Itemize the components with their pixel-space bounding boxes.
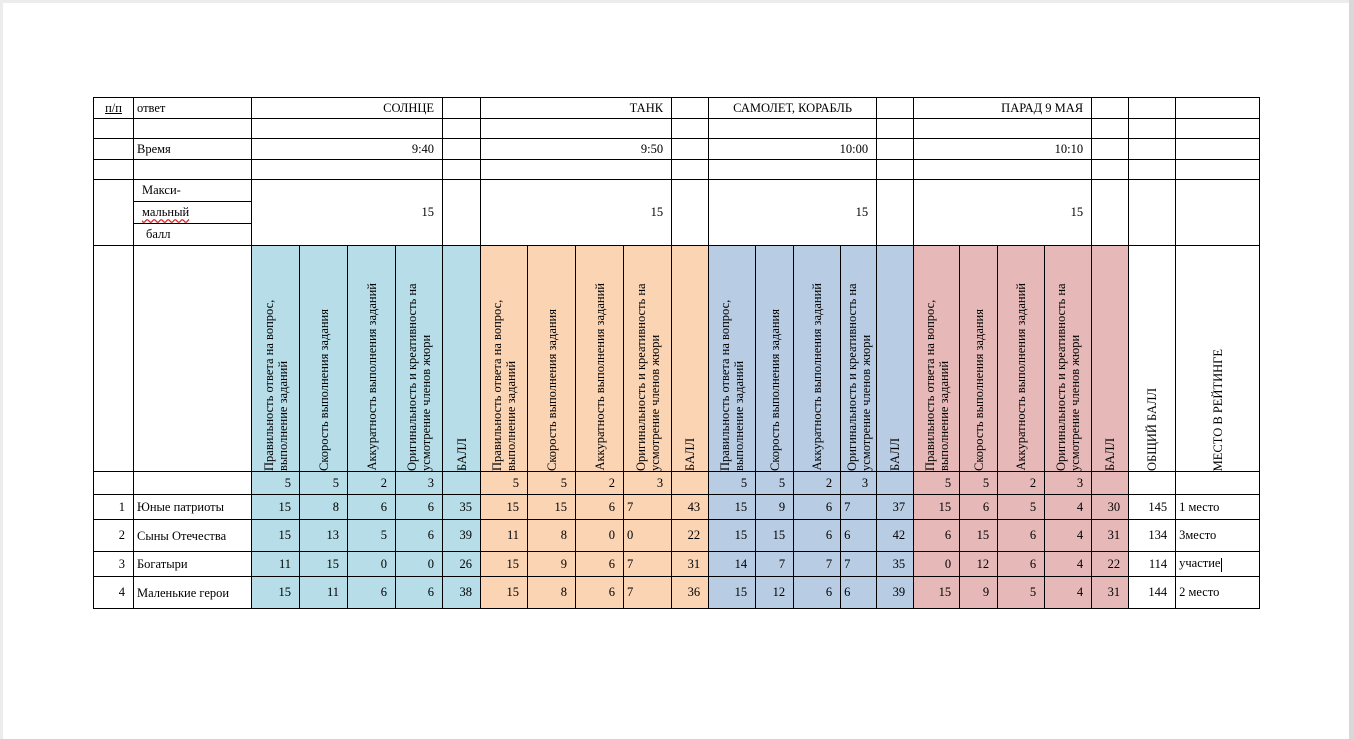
score-cell: БАЛЛ bbox=[1103, 438, 1118, 471]
score-cell: Аккуратность выполнения заданий bbox=[364, 283, 379, 471]
score-cell: 15 bbox=[481, 495, 528, 520]
score-cell: 5 bbox=[709, 472, 756, 495]
max-score-label bbox=[134, 180, 252, 246]
score-cell: 15 bbox=[300, 552, 348, 577]
section-max: 15 bbox=[252, 180, 443, 246]
empty-row bbox=[94, 160, 1260, 180]
score-cell: 42 bbox=[877, 520, 914, 552]
score-cell: 6 bbox=[576, 495, 624, 520]
score-cell: Скорость выполнения задания bbox=[316, 309, 331, 471]
criterion-accuracy bbox=[348, 246, 396, 472]
empty-cell bbox=[1092, 472, 1129, 495]
score-cell: 7 bbox=[841, 552, 877, 577]
score-cell: 6 bbox=[576, 577, 624, 609]
place: 3место bbox=[1176, 520, 1260, 552]
table-row bbox=[94, 520, 1260, 552]
score-cell: 7 bbox=[841, 495, 877, 520]
score-cell: Оригинальность и креативность на усмотрение членов жюри bbox=[405, 283, 434, 471]
score-cell: 3 bbox=[841, 472, 877, 495]
score-cell: 4 bbox=[1045, 552, 1092, 577]
score-cell: 6 bbox=[348, 577, 396, 609]
score-cell: БАЛЛ bbox=[888, 438, 903, 471]
score-cell: 22 bbox=[672, 520, 709, 552]
section-max: 15 bbox=[481, 180, 672, 246]
score-cell: 37 bbox=[877, 495, 914, 520]
score-cell: 31 bbox=[672, 552, 709, 577]
score-cell: 6 bbox=[914, 520, 960, 552]
empty-cell bbox=[134, 472, 252, 495]
section-title: ПАРАД 9 МАЯ bbox=[914, 98, 1092, 119]
empty-cell bbox=[94, 139, 134, 160]
criterion-correctness bbox=[914, 246, 960, 472]
score-cell: 7 bbox=[624, 495, 672, 520]
score-cell: 30 bbox=[1092, 495, 1129, 520]
score-cell: 5 bbox=[998, 577, 1045, 609]
score-cell: 38 bbox=[443, 577, 481, 609]
empty-cell bbox=[94, 246, 134, 472]
criterion-ball bbox=[1092, 246, 1129, 472]
section-title-row bbox=[94, 98, 1260, 119]
empty-row bbox=[94, 119, 1260, 139]
empty-cell bbox=[94, 119, 134, 139]
score-cell: 6 bbox=[794, 495, 841, 520]
score-cell: 5 bbox=[914, 472, 960, 495]
score-cell: 1 bbox=[94, 495, 134, 520]
score-cell: 35 bbox=[443, 495, 481, 520]
score-cell: 15 bbox=[960, 520, 998, 552]
answer-header: ответ bbox=[134, 98, 252, 119]
empty-cell bbox=[1176, 139, 1260, 160]
criterion-correctness bbox=[709, 246, 756, 472]
criterion-ball bbox=[672, 246, 709, 472]
team-name: Маленькие герои bbox=[134, 577, 252, 609]
score-cell: 13 bbox=[300, 520, 348, 552]
score-cell: 6 bbox=[396, 495, 443, 520]
score-cell: 15 bbox=[252, 495, 300, 520]
criterion-correctness bbox=[252, 246, 300, 472]
empty-cell bbox=[709, 160, 877, 180]
score-cell: 7 bbox=[794, 552, 841, 577]
score-cell: 3 bbox=[396, 472, 443, 495]
score-cell: 15 bbox=[756, 520, 794, 552]
score-cell: 7 bbox=[624, 577, 672, 609]
section-time: 9:50 bbox=[481, 139, 672, 160]
criterion-speed bbox=[756, 246, 794, 472]
score-cell: 5 bbox=[252, 472, 300, 495]
empty-cell bbox=[672, 160, 709, 180]
empty-cell bbox=[877, 119, 914, 139]
criterion-originality bbox=[396, 246, 443, 472]
score-cell: Правильность ответа на вопрос, выполнение заданий bbox=[922, 299, 951, 471]
score-cell: 7 bbox=[624, 552, 672, 577]
score-cell: 5 bbox=[348, 520, 396, 552]
criteria-row bbox=[94, 246, 1260, 472]
score-cell: 0 bbox=[576, 520, 624, 552]
criterion-correctness bbox=[481, 246, 528, 472]
text-cursor bbox=[1221, 558, 1222, 572]
score-cell: 9 bbox=[756, 495, 794, 520]
criterion-speed bbox=[960, 246, 998, 472]
score-cell: 35 bbox=[877, 552, 914, 577]
score-cell: 5 bbox=[300, 472, 348, 495]
score-cell: 7 bbox=[756, 552, 794, 577]
empty-cell bbox=[481, 119, 672, 139]
total-score: 114 bbox=[1129, 552, 1176, 577]
score-cell: 2 bbox=[576, 472, 624, 495]
score-cell: балл bbox=[134, 223, 251, 245]
score-cell: Аккуратность выполнения заданий bbox=[592, 283, 607, 471]
criterion-speed bbox=[528, 246, 576, 472]
empty-cell bbox=[252, 119, 443, 139]
empty-cell bbox=[914, 160, 1092, 180]
empty-cell bbox=[1176, 472, 1260, 495]
score-cell: 5 bbox=[756, 472, 794, 495]
score-cell: 5 bbox=[481, 472, 528, 495]
empty-cell bbox=[914, 119, 1092, 139]
score-cell: 8 bbox=[300, 495, 348, 520]
table-row bbox=[94, 495, 1260, 520]
score-cell: 5 bbox=[960, 472, 998, 495]
empty-cell bbox=[877, 472, 914, 495]
score-cell: 6 bbox=[998, 552, 1045, 577]
empty-cell bbox=[1092, 119, 1129, 139]
section-max: 15 bbox=[914, 180, 1092, 246]
empty-cell bbox=[1092, 180, 1129, 246]
criterion-originality bbox=[624, 246, 672, 472]
score-cell: 11 bbox=[252, 552, 300, 577]
empty-cell bbox=[672, 180, 709, 246]
total-score: 145 bbox=[1129, 495, 1176, 520]
score-cell: Скорость выполнения задания bbox=[767, 309, 782, 471]
empty-cell bbox=[1129, 180, 1176, 246]
score-cell: БАЛЛ bbox=[683, 438, 698, 471]
score-cell: 6 bbox=[794, 577, 841, 609]
section-max: 15 bbox=[709, 180, 877, 246]
score-cell: 5 bbox=[998, 495, 1045, 520]
score-cell: 0 bbox=[348, 552, 396, 577]
score-cell: 15 bbox=[252, 577, 300, 609]
score-cell: 39 bbox=[877, 577, 914, 609]
time-label: Время bbox=[134, 139, 252, 160]
total-score: 134 bbox=[1129, 520, 1176, 552]
place: 1 место bbox=[1176, 495, 1260, 520]
score-cell: Аккуратность выполнения заданий bbox=[810, 283, 825, 471]
score-cell: 2 bbox=[794, 472, 841, 495]
empty-cell bbox=[443, 180, 481, 246]
score-cell: 11 bbox=[300, 577, 348, 609]
score-cell: 0 bbox=[396, 552, 443, 577]
place: 2 место bbox=[1176, 577, 1260, 609]
score-cell: мальный bbox=[142, 205, 190, 219]
score-cell: Оригинальность и креативность на усмотрение членов жюри bbox=[1054, 283, 1083, 471]
time-row bbox=[94, 139, 1260, 160]
score-cell: 26 bbox=[443, 552, 481, 577]
score-cell: 5 bbox=[528, 472, 576, 495]
empty-cell bbox=[443, 119, 481, 139]
table-row bbox=[94, 552, 1260, 577]
score-cell: Оригинальность и креативность на усмотрение членов жюри bbox=[633, 283, 662, 471]
score-cell: 14 bbox=[709, 552, 756, 577]
score-cell: ОБЩИЙ БАЛЛ bbox=[1145, 388, 1160, 471]
max-points-row bbox=[94, 472, 1260, 495]
score-cell: 2 bbox=[94, 520, 134, 552]
score-cell: Скорость выполнения задания bbox=[971, 309, 986, 471]
score-cell: 2 bbox=[348, 472, 396, 495]
team-name: Юные патриоты bbox=[134, 495, 252, 520]
page-shadow bbox=[1349, 0, 1354, 739]
score-cell: 6 bbox=[348, 495, 396, 520]
score-cell: 4 bbox=[94, 577, 134, 609]
score-cell: 6 bbox=[960, 495, 998, 520]
empty-cell bbox=[1129, 119, 1176, 139]
score-cell: 15 bbox=[709, 577, 756, 609]
section-title: СОЛНЦЕ bbox=[252, 98, 443, 119]
section-title: ТАНК bbox=[481, 98, 672, 119]
score-cell: 15 bbox=[481, 577, 528, 609]
max-score-row bbox=[94, 180, 1260, 246]
empty-cell bbox=[443, 160, 481, 180]
criterion-originality bbox=[1045, 246, 1092, 472]
empty-cell bbox=[1129, 139, 1176, 160]
place-cell[interactable] bbox=[1176, 552, 1260, 577]
score-cell: Правильность ответа на вопрос, выполнение заданий bbox=[490, 299, 519, 471]
criterion-accuracy bbox=[794, 246, 841, 472]
num-header: п/п bbox=[94, 98, 134, 119]
score-cell: 12 bbox=[756, 577, 794, 609]
empty-cell bbox=[877, 180, 914, 246]
empty-cell bbox=[1129, 472, 1176, 495]
empty-cell bbox=[672, 472, 709, 495]
score-cell: 15 bbox=[481, 552, 528, 577]
results-table bbox=[93, 97, 1260, 609]
criterion-ball bbox=[877, 246, 914, 472]
empty-cell bbox=[443, 139, 481, 160]
score-cell: 8 bbox=[528, 577, 576, 609]
score-cell: 6 bbox=[841, 520, 877, 552]
score-cell: 6 bbox=[396, 520, 443, 552]
score-cell: 22 bbox=[1092, 552, 1129, 577]
score-cell: 6 bbox=[576, 552, 624, 577]
team-name: Богатыри bbox=[134, 552, 252, 577]
score-cell: 15 bbox=[914, 495, 960, 520]
section-title: САМОЛЕТ, КОРАБЛЬ bbox=[709, 98, 877, 119]
total-score: 144 bbox=[1129, 577, 1176, 609]
empty-cell bbox=[94, 180, 134, 246]
score-cell: 4 bbox=[1045, 495, 1092, 520]
empty-cell bbox=[877, 160, 914, 180]
score-cell: 31 bbox=[1092, 520, 1129, 552]
empty-cell bbox=[443, 472, 481, 495]
criterion-accuracy bbox=[998, 246, 1045, 472]
score-cell: 2 bbox=[998, 472, 1045, 495]
score-cell: 15 bbox=[709, 495, 756, 520]
empty-cell bbox=[134, 246, 252, 472]
score-cell: 15 bbox=[528, 495, 576, 520]
empty-cell bbox=[252, 160, 443, 180]
empty-cell bbox=[1176, 160, 1260, 180]
empty-cell bbox=[134, 119, 252, 139]
empty-cell bbox=[1092, 160, 1129, 180]
score-cell: 15 bbox=[709, 520, 756, 552]
empty-cell bbox=[134, 160, 252, 180]
team-name: Сыны Отечества bbox=[134, 520, 252, 552]
score-cell: 8 bbox=[528, 520, 576, 552]
score-cell: 31 bbox=[1092, 577, 1129, 609]
empty-cell bbox=[94, 160, 134, 180]
empty-cell bbox=[94, 472, 134, 495]
empty-cell bbox=[709, 119, 877, 139]
empty-cell bbox=[672, 119, 709, 139]
empty-cell bbox=[1176, 180, 1260, 246]
score-cell: Аккуратность выполнения заданий bbox=[1014, 283, 1029, 471]
score-cell: 12 bbox=[960, 552, 998, 577]
score-cell: МЕСТО В РЕЙТИНГЕ bbox=[1210, 348, 1225, 471]
score-cell: 6 bbox=[794, 520, 841, 552]
score-cell: 3 bbox=[1045, 472, 1092, 495]
rank-header bbox=[1176, 246, 1260, 472]
score-cell: Макси- bbox=[142, 183, 181, 197]
section-time: 9:40 bbox=[252, 139, 443, 160]
score-cell: 3 bbox=[624, 472, 672, 495]
empty-cell bbox=[672, 139, 709, 160]
score-cell: Правильность ответа на вопрос, выполнение заданий bbox=[718, 299, 747, 471]
score-cell: 9 bbox=[960, 577, 998, 609]
section-time: 10:00 bbox=[709, 139, 877, 160]
place[interactable]: участие bbox=[1179, 556, 1221, 571]
score-cell: Правильность ответа на вопрос, выполнение заданий bbox=[261, 299, 290, 471]
score-cell: 4 bbox=[1045, 520, 1092, 552]
empty-cell bbox=[1176, 119, 1260, 139]
score-cell: Оригинальность и креативность на усмотрение членов жюри bbox=[844, 283, 873, 471]
score-cell: 9 bbox=[528, 552, 576, 577]
score-cell: 15 bbox=[914, 577, 960, 609]
score-cell: 0 bbox=[914, 552, 960, 577]
score-cell: 6 bbox=[998, 520, 1045, 552]
criterion-speed bbox=[300, 246, 348, 472]
score-cell: 6 bbox=[396, 577, 443, 609]
section-time: 10:10 bbox=[914, 139, 1092, 160]
score-cell: 39 bbox=[443, 520, 481, 552]
score-cell: 11 bbox=[481, 520, 528, 552]
score-cell: 4 bbox=[1045, 577, 1092, 609]
score-cell: БАЛЛ bbox=[454, 438, 469, 471]
score-cell: Скорость выполнения задания bbox=[544, 309, 559, 471]
table-row bbox=[94, 577, 1260, 609]
score-cell: 15 bbox=[252, 520, 300, 552]
criterion-accuracy bbox=[576, 246, 624, 472]
empty-cell bbox=[877, 139, 914, 160]
total-header bbox=[1129, 246, 1176, 472]
score-cell: 43 bbox=[672, 495, 709, 520]
score-cell: 0 bbox=[624, 520, 672, 552]
criterion-originality bbox=[841, 246, 877, 472]
empty-cell bbox=[1092, 139, 1129, 160]
criterion-ball bbox=[443, 246, 481, 472]
score-cell: 36 bbox=[672, 577, 709, 609]
score-cell: 3 bbox=[94, 552, 134, 577]
score-cell: 6 bbox=[841, 577, 877, 609]
empty-cell bbox=[1129, 160, 1176, 180]
empty-cell bbox=[481, 160, 672, 180]
